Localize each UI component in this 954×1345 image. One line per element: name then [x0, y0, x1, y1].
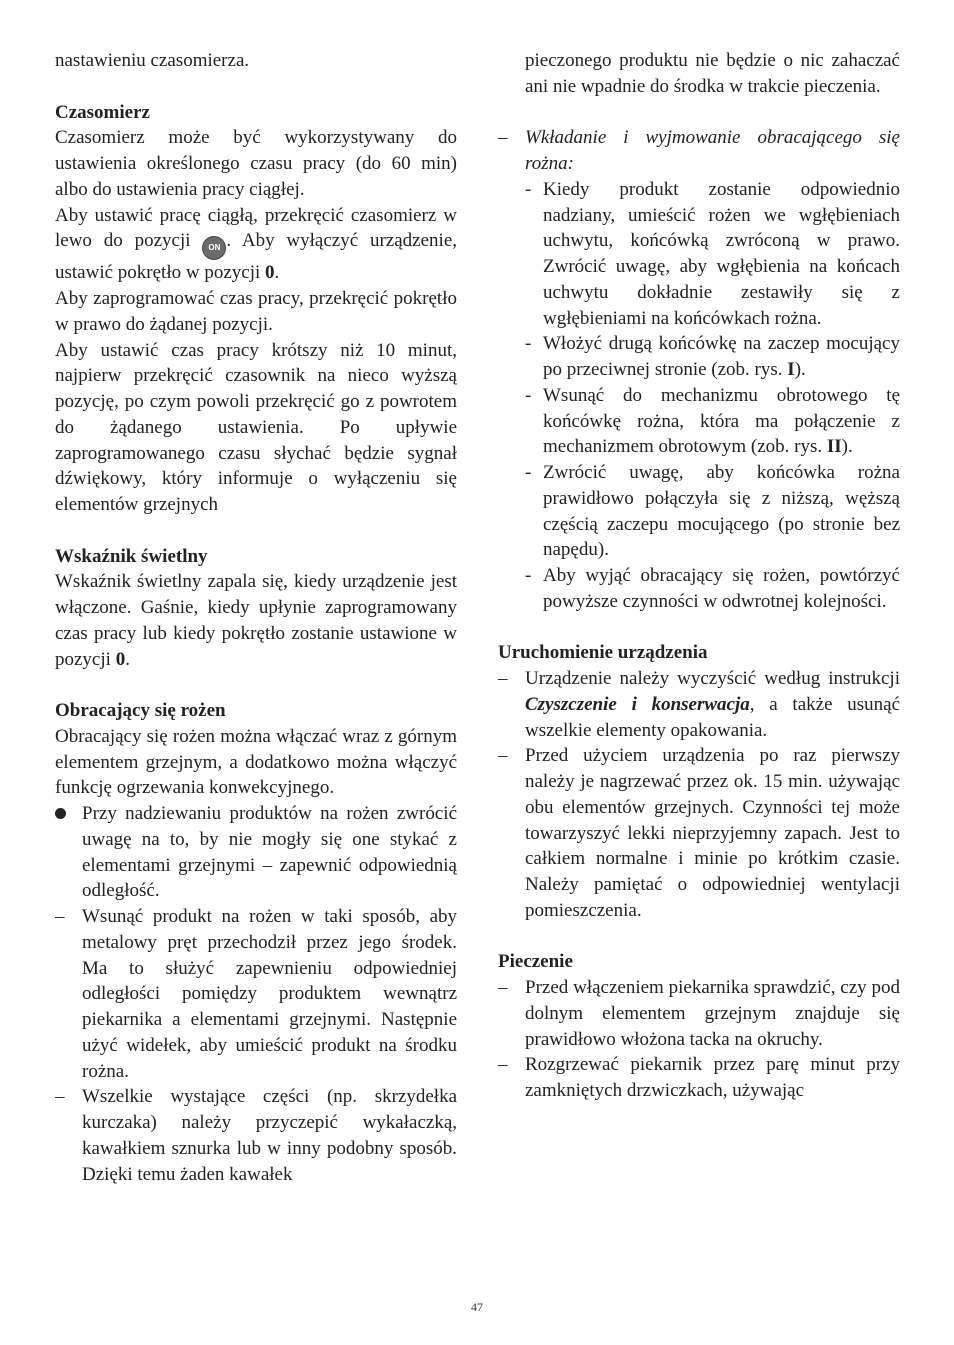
sub-dash-marker: - [525, 565, 532, 586]
sub-dash-marker: - [525, 462, 532, 483]
wkladanie-s5: Aby wyjąć obracający się rożen, powtórzyć powyższe czynności w odwrotnej kolejności. [543, 565, 900, 612]
pieczenie-d1: Przed włączeniem piekarnika sprawdzić, czy pod dolnym elementem grzejnym znajduje się prawidłowo włożona tacka na okruchy. [525, 977, 900, 1050]
continuation-text: pieczonego produktu nie będzie o nic zahaczać ani nie wpadnie do środka w trakcie pieczenia. [525, 50, 900, 97]
rozen-list-cont [498, 48, 900, 100]
figure-ref-ii: II [826, 436, 842, 458]
sub-list-item [525, 563, 900, 615]
wkladanie-s3-before: Wsunąć do mechanizmu obrotowego tę końcówkę rożna, która ma połączenie z mechanizmem obrotowym (zob. rys. [543, 384, 900, 458]
wkladanie-s3-after: ). [841, 436, 853, 458]
sub-list-item [525, 383, 900, 460]
rozen-dash2: Wszelkie wystające części (np. skrzydełka kurczaka) należy przyczepić wykałaczką, kawałkiem sznurka lub w inny podobny sposób. Dzięki temu żaden kawałek [82, 1086, 457, 1185]
heading-uruchomienie: Uruchomienie urządzenia [498, 642, 708, 664]
uruchomienie-d1-after: , a także usunąć wszelkie elementy opakowania. [525, 693, 900, 741]
pieczenie-list [498, 975, 900, 1104]
heading-wskaznik: Wskaźnik świetlny [55, 545, 208, 567]
wskaznik-p1-end: . [125, 648, 130, 670]
list-item [498, 125, 900, 614]
wkladanie-s1: Kiedy produkt zostanie odpowiednio nadziany, umieścić rożen we wgłębieniach uchwytu, końcówką zwróconą w prawo. Zwrócić uwagę, aby wgłębienia na końcach uchwytu dokładnie zestawiły się z wgłębieniami na końcówkach rożna. [543, 178, 900, 329]
list-item [55, 801, 457, 904]
position-zero: 0 [265, 262, 275, 284]
rozen-p1: Obracający się rożen można włączać wraz z górnym elementem grzejnym, a dodatkowo można włączyć funkcję ogrzewania konwekcyjnego. [55, 725, 457, 799]
section-ref-czyszczenie: Czyszczenie i konserwacja [525, 693, 750, 715]
pieczenie-d2: Rozgrzewać piekarnik przez parę minut przy zamkniętych drzwiczkach, używając [525, 1054, 900, 1101]
czasomierz-p1: Czasomierz może być wykorzystywany do ustawienia określonego czasu pracy (do 60 min) albo do ustawienia pracy ciągłej. [55, 127, 457, 200]
list-item [55, 1084, 457, 1187]
uruchomienie-d1-before: Urządzenie należy wyczyścić według instrukcji [525, 668, 900, 689]
sub-dash-marker: - [525, 178, 532, 200]
heading-pieczenie: Pieczenie [498, 951, 573, 973]
wskaznik-zero: 0 [115, 648, 126, 670]
dash-marker: – [498, 668, 508, 689]
sub-dash-marker: - [525, 333, 532, 355]
uruchomienie-d2: Przed użyciem urządzenia po raz pierwszy należy je nagrzewać przez ok. 15 min. używając obu elementów grzejnych. Czynności tej może towarzyszyć lekki nieprzyjemny zapach. Jest to całkiem normalne i minie po krótkim czasie. Należy pamiętać o odpowiedniej wentylacji pomieszczenia. [525, 745, 900, 921]
sub-list-item [525, 177, 900, 332]
dash-marker: – [498, 745, 508, 767]
page-number: 47 [471, 1300, 483, 1314]
list-item [498, 48, 900, 100]
intro-text: nastawieniu czasomierza. [55, 50, 250, 71]
rozen-bullet1: Przy nadziewaniu produktów na rożen zwrócić uwagę na to, by nie mogły się one stykać z elementami grzejnymi – zapewnić odpowiednią odległość. [82, 803, 457, 902]
czasomierz-p2 [55, 203, 457, 287]
dash-marker: – [498, 127, 508, 149]
rozen-list [55, 801, 457, 1187]
left-column [55, 48, 457, 1187]
list-item [498, 666, 900, 743]
list-item [55, 904, 457, 1084]
czasomierz-p2-before: Aby ustawić pracę ciągłą, przekręcić czasomierz w lewo do pozycji [55, 204, 457, 252]
wkladanie-s2-after: ). [794, 359, 806, 380]
rozen-dash1: Wsunąć produkt na rożen w taki sposób, aby metalowy pręt przechodził przez jego środek. Ma to służyć zapewnieniu odpowiedniej odległości pomiędzy produktem wewnątrz piekarnika a elementami grzejnymi. Następnie użyć widełek, aby umieścić produkt na środku rożna. [82, 906, 457, 1082]
dash-marker: – [498, 977, 508, 998]
sub-list-item [525, 331, 900, 383]
czasomierz-p3: Aby zaprogramować czas pracy, przekręcić pokrętło w prawo do żądanej pozycji. [55, 288, 457, 335]
sub-list-item [525, 460, 900, 563]
dash-marker: – [55, 1086, 65, 1108]
wkladanie-sublist [525, 177, 900, 615]
czasomierz-p2-after: . Aby wyłączyć urządzenie, ustawić pokrętło w pozycji [55, 230, 457, 284]
wkladanie-s4: Zwrócić uwagę, aby końcówka rożna prawidłowo połączyła się z niższą, węższą częścią zaczepu mocującego (po stronie bez napędu). [543, 462, 900, 561]
czasomierz-p4: Aby ustawić czas pracy krótszy niż 10 minut, najpierw przekręcić czasownik na nieco wyższą pozycję, po czym powoli przekręcić go z powrotem do żądanego ustawienia. Po upływie zaprogramowanego czasu słychać będzie sygnał dźwiękowy, który informuje o wyłączeniu się elementów grzejnych [55, 339, 457, 515]
heading-czasomierz: Czasomierz [55, 101, 150, 123]
wkladanie-title: Wkładanie i wyjmowanie obracającego się rożna: [525, 127, 900, 174]
dash-marker: – [55, 906, 65, 927]
right-column [498, 48, 900, 1104]
wskaznik-p1 [55, 569, 457, 672]
uruchomienie-list [498, 666, 900, 924]
wskaznik-p1-text: Wskaźnik świetlny zapala się, kiedy urządzenie jest włączone. Gaśnie, kiedy upłynie zaprogramowany czas pracy lub kiedy pokrętło zostanie ustawione w pozycji [55, 571, 457, 670]
wkladanie-s2-before: Włożyć drugą końcówkę na zaczep mocujący po przeciwnej stronie (zob. rys. [543, 333, 900, 380]
czasomierz-p2-end: . [274, 262, 280, 284]
dash-marker: – [498, 1054, 508, 1076]
list-item [498, 743, 900, 923]
heading-rozen: Obracający się rożen [55, 700, 226, 721]
wkladanie-list [498, 125, 900, 614]
figure-ref-i: I [787, 359, 795, 380]
list-item [498, 975, 900, 1052]
list-item [498, 1052, 900, 1104]
bullet-icon [55, 801, 66, 827]
on-icon: ON [202, 236, 226, 260]
sub-dash-marker: - [525, 384, 532, 406]
